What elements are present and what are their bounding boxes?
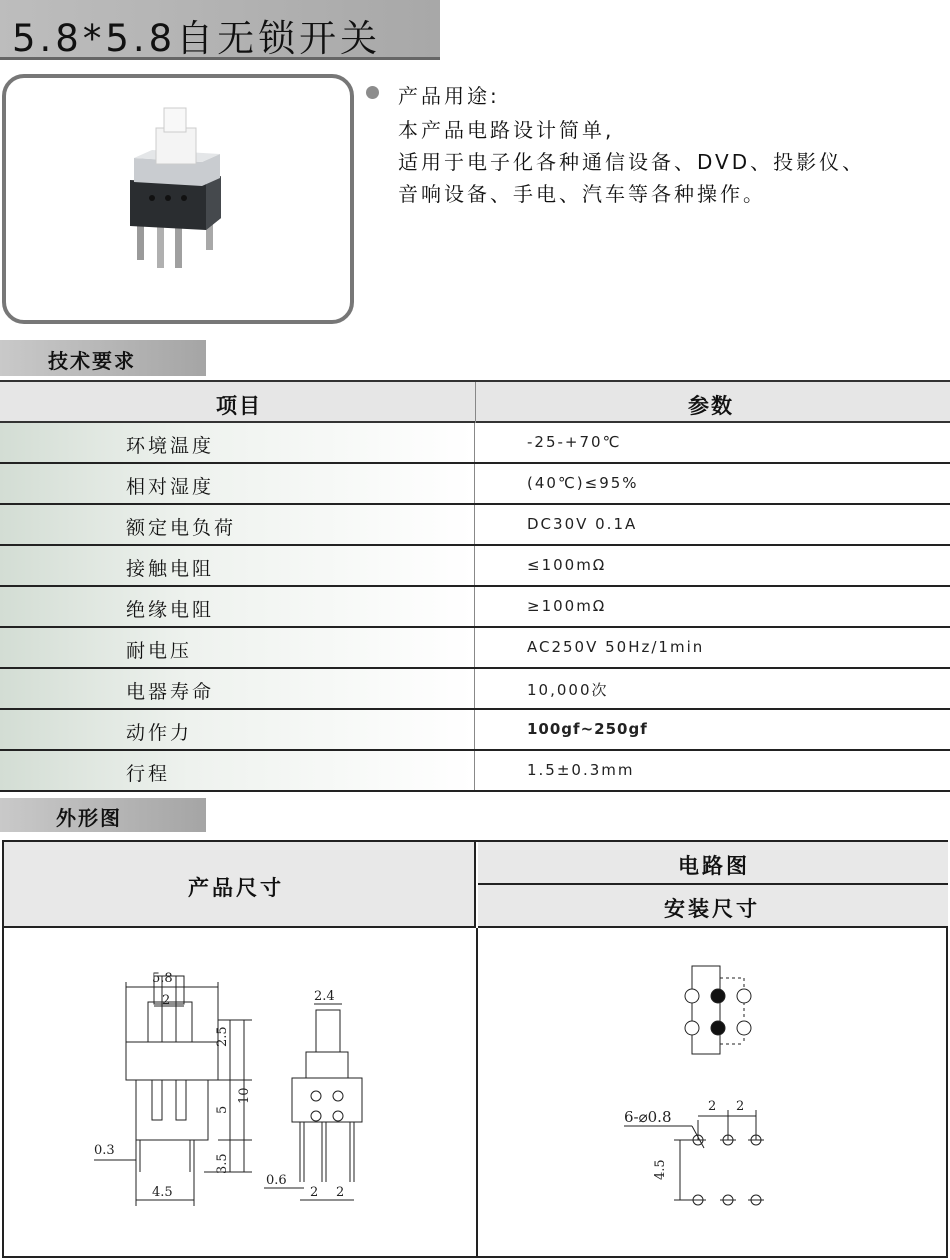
table-row — [0, 464, 950, 505]
dim-total-height: 10 — [237, 1087, 252, 1104]
dim-cap-height: 2.5 — [215, 1026, 230, 1047]
dim-body-height: 5 — [215, 1105, 230, 1114]
row-value: -25-+70℃ — [527, 433, 622, 451]
usage-line: 本产品电路设计简单, — [398, 118, 615, 142]
dim-pin-pitch: 4.5 — [152, 1185, 173, 1200]
row-name: 行程 — [126, 763, 171, 785]
product-size-label: 产品尺寸 — [188, 876, 284, 900]
header-item: 项目 — [216, 394, 262, 418]
table-row — [0, 546, 950, 587]
row-value: DC30V 0.1A — [527, 515, 638, 533]
dim-hole-row-gap: 4.5 — [653, 1159, 668, 1180]
row-name: 绝缘电阻 — [126, 599, 215, 621]
spec-table-header — [0, 380, 950, 423]
row-name: 环境温度 — [126, 435, 215, 457]
install-size-label: 安装尺寸 — [664, 897, 760, 921]
dim-cap-width: 2 — [162, 993, 171, 1008]
outline-drawing-table — [2, 840, 948, 1258]
table-row — [0, 587, 950, 628]
bullet-icon — [366, 86, 379, 99]
row-value: 100gf~250gf — [527, 720, 648, 738]
table-row — [0, 669, 950, 710]
row-name: 相对湿度 — [126, 476, 215, 498]
dim-hole-spec: 6-⌀0.8 — [624, 1108, 672, 1126]
row-value: (40℃)≤95% — [527, 474, 639, 492]
row-value: 1.5±0.3mm — [527, 761, 635, 779]
section-tab-outline — [0, 798, 206, 832]
dim-side-pin-width: 0.6 — [266, 1173, 287, 1188]
dim-hole-pitch-b: 2 — [736, 1099, 745, 1114]
dim-side-pitch-a: 2 — [310, 1185, 319, 1200]
row-name: 耐电压 — [126, 640, 193, 662]
circuit-label: 电路图 — [678, 854, 750, 878]
row-value: ≤100mΩ — [527, 556, 607, 574]
switch-product-illustration — [6, 78, 350, 320]
header-divider — [475, 382, 476, 423]
table-row — [0, 505, 950, 546]
dim-hole-pitch-a: 2 — [708, 1099, 717, 1114]
dim-side-cap-width: 2.4 — [314, 989, 335, 1004]
row-name: 接触电阻 — [126, 558, 215, 580]
page-title: 5.8*5.8自无锁开关 — [12, 17, 382, 60]
section-label: 外形图 — [56, 806, 122, 830]
dim-width: 5.8 — [152, 971, 173, 986]
technical-drawings — [4, 842, 946, 1256]
usage-line: 音响设备、手电、汽车等各种操作。 — [398, 182, 766, 206]
usage-heading: 产品用途: — [398, 84, 500, 108]
section-tab-tech — [0, 340, 206, 376]
table-row — [0, 751, 950, 792]
usage-line: 适用于电子化各种通信设备、DVD、投影仪、 — [398, 150, 866, 174]
row-name: 额定电负荷 — [126, 517, 237, 539]
title-bar — [0, 0, 440, 60]
row-value: ≥100mΩ — [527, 597, 607, 615]
dim-side-pitch-b: 2 — [336, 1185, 345, 1200]
dim-pin-thickness: 0.3 — [94, 1143, 115, 1158]
header-param: 参数 — [688, 394, 734, 418]
row-name: 电器寿命 — [126, 681, 215, 703]
row-value: 10,000次 — [527, 681, 609, 699]
table-row — [0, 423, 950, 464]
table-row — [0, 628, 950, 669]
table-row — [0, 710, 950, 751]
product-photo-frame — [2, 74, 354, 324]
row-name: 动作力 — [126, 722, 193, 744]
section-label: 技术要求 — [48, 349, 136, 373]
row-value: AC250V 50Hz/1min — [527, 638, 705, 656]
dim-pin-length: 3.5 — [215, 1153, 230, 1174]
